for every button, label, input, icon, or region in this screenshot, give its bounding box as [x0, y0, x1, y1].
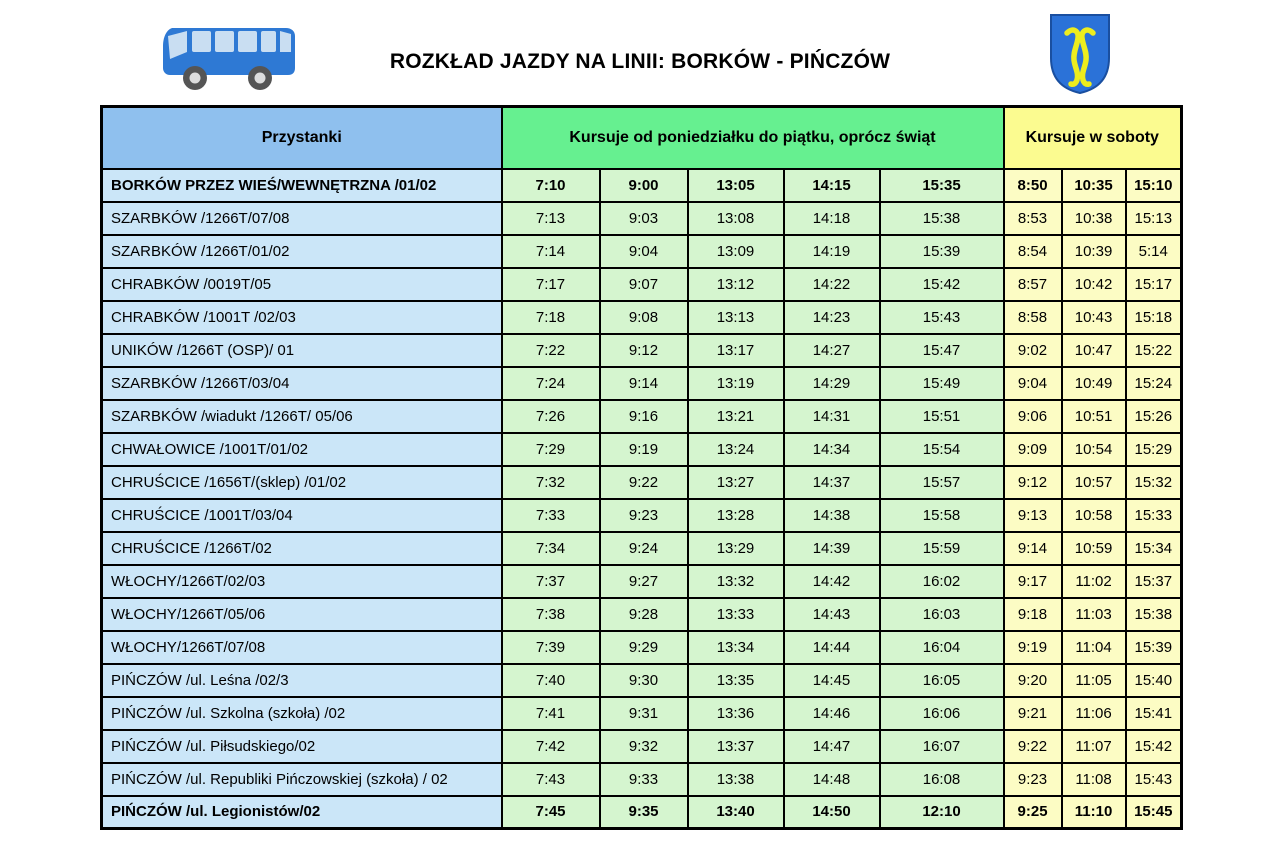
weekday-time-cell: 13:12 — [688, 268, 784, 301]
weekday-time-cell: 14:45 — [784, 664, 880, 697]
saturday-time-cell: 10:39 — [1062, 235, 1126, 268]
saturday-time-cell: 10:54 — [1062, 433, 1126, 466]
weekday-time-cell: 7:37 — [502, 565, 600, 598]
weekday-time-cell: 15:39 — [880, 235, 1004, 268]
weekday-time-cell: 13:38 — [688, 763, 784, 796]
weekday-time-cell: 13:36 — [688, 697, 784, 730]
weekday-time-cell: 14:48 — [784, 763, 880, 796]
saturday-time-cell: 11:06 — [1062, 697, 1126, 730]
stop-name-cell: PIŃCZÓW /ul. Legionistów/02 — [102, 796, 502, 829]
saturday-time-cell: 10:47 — [1062, 334, 1126, 367]
stop-name-cell: BORKÓW PRZEZ WIEŚ/WEWNĘTRZNA /01/02 — [102, 169, 502, 202]
table-row — [102, 796, 1182, 829]
weekday-time-cell: 13:09 — [688, 235, 784, 268]
table-row — [102, 367, 1182, 400]
weekday-time-cell: 15:49 — [880, 367, 1004, 400]
timetable — [100, 105, 1183, 830]
saturday-time-cell: 9:09 — [1004, 433, 1062, 466]
weekday-time-cell: 7:13 — [502, 202, 600, 235]
weekday-time-cell: 7:18 — [502, 301, 600, 334]
saturday-time-cell: 10:57 — [1062, 466, 1126, 499]
weekday-time-cell: 7:29 — [502, 433, 600, 466]
weekday-time-cell: 15:47 — [880, 334, 1004, 367]
saturday-time-cell: 11:02 — [1062, 565, 1126, 598]
weekday-time-cell: 13:34 — [688, 631, 784, 664]
weekday-time-cell: 7:34 — [502, 532, 600, 565]
saturday-time-cell: 9:04 — [1004, 367, 1062, 400]
table-row — [102, 598, 1182, 631]
saturday-time-cell: 15:38 — [1126, 598, 1182, 631]
saturday-time-cell: 10:49 — [1062, 367, 1126, 400]
stop-name-cell: CHRABKÓW /0019T/05 — [102, 268, 502, 301]
saturday-time-cell: 15:26 — [1126, 400, 1182, 433]
stop-name-cell: SZARBKÓW /1266T/01/02 — [102, 235, 502, 268]
weekday-time-cell: 7:26 — [502, 400, 600, 433]
weekday-time-cell: 13:35 — [688, 664, 784, 697]
saturday-time-cell: 15:17 — [1126, 268, 1182, 301]
weekday-time-cell: 9:31 — [600, 697, 688, 730]
stop-name-cell: UNIKÓW /1266T (OSP)/ 01 — [102, 334, 502, 367]
saturday-time-cell: 15:32 — [1126, 466, 1182, 499]
saturday-time-cell: 9:23 — [1004, 763, 1062, 796]
saturday-time-cell: 9:06 — [1004, 400, 1062, 433]
saturday-time-cell: 11:04 — [1062, 631, 1126, 664]
weekday-time-cell: 15:58 — [880, 499, 1004, 532]
weekday-time-cell: 9:23 — [600, 499, 688, 532]
weekday-time-cell: 15:59 — [880, 532, 1004, 565]
saturday-time-cell: 11:07 — [1062, 730, 1126, 763]
weekday-time-cell: 7:42 — [502, 730, 600, 763]
stop-name-cell: PIŃCZÓW /ul. Republiki Pińczowskiej (szkoła) / 02 — [102, 763, 502, 796]
saturday-time-cell: 15:24 — [1126, 367, 1182, 400]
weekday-time-cell: 14:23 — [784, 301, 880, 334]
saturday-time-cell: 15:10 — [1126, 169, 1182, 202]
saturday-time-cell: 15:34 — [1126, 532, 1182, 565]
saturday-time-cell: 10:38 — [1062, 202, 1126, 235]
pinczow-coat-of-arms-icon — [1048, 12, 1112, 96]
stop-name-cell: CHRUŚCICE /1001T/03/04 — [102, 499, 502, 532]
weekday-time-cell: 7:41 — [502, 697, 600, 730]
saturday-time-cell: 10:43 — [1062, 301, 1126, 334]
weekday-time-cell: 13:05 — [688, 169, 784, 202]
weekday-time-cell: 9:22 — [600, 466, 688, 499]
weekday-time-cell: 12:10 — [880, 796, 1004, 829]
weekday-time-cell: 14:37 — [784, 466, 880, 499]
table-row — [102, 334, 1182, 367]
weekday-time-cell: 16:08 — [880, 763, 1004, 796]
saturday-time-cell: 11:05 — [1062, 664, 1126, 697]
stop-name-cell: PIŃCZÓW /ul. Leśna /02/3 — [102, 664, 502, 697]
saturday-time-cell: 10:51 — [1062, 400, 1126, 433]
stop-name-cell: PIŃCZÓW /ul. Piłsudskiego/02 — [102, 730, 502, 763]
stop-name-cell: SZARBKÓW /wiadukt /1266T/ 05/06 — [102, 400, 502, 433]
weekday-time-cell: 7:10 — [502, 169, 600, 202]
weekday-time-cell: 13:17 — [688, 334, 784, 367]
table-row — [102, 730, 1182, 763]
saturday-time-cell: 9:12 — [1004, 466, 1062, 499]
weekday-time-cell: 7:45 — [502, 796, 600, 829]
weekday-time-cell: 14:22 — [784, 268, 880, 301]
table-row — [102, 433, 1182, 466]
weekday-time-cell: 13:33 — [688, 598, 784, 631]
weekday-time-cell: 9:19 — [600, 433, 688, 466]
table-row — [102, 763, 1182, 796]
weekday-time-cell: 13:24 — [688, 433, 784, 466]
table-row — [102, 235, 1182, 268]
weekday-time-cell: 7:17 — [502, 268, 600, 301]
saturday-time-cell: 10:59 — [1062, 532, 1126, 565]
weekday-time-cell: 9:30 — [600, 664, 688, 697]
saturday-time-cell: 15:40 — [1126, 664, 1182, 697]
stop-name-cell: WŁOCHY/1266T/05/06 — [102, 598, 502, 631]
saturday-time-cell: 11:08 — [1062, 763, 1126, 796]
weekday-time-cell: 14:27 — [784, 334, 880, 367]
weekday-time-cell: 13:08 — [688, 202, 784, 235]
stop-name-cell: CHRABKÓW /1001T /02/03 — [102, 301, 502, 334]
stop-name-cell: CHRUŚCICE /1266T/02 — [102, 532, 502, 565]
weekday-time-cell: 9:08 — [600, 301, 688, 334]
saturday-time-cell: 15:37 — [1126, 565, 1182, 598]
weekday-time-cell: 13:19 — [688, 367, 784, 400]
weekday-time-cell: 14:18 — [784, 202, 880, 235]
weekday-time-cell: 7:38 — [502, 598, 600, 631]
weekday-time-cell: 9:24 — [600, 532, 688, 565]
saturday-time-cell: 9:22 — [1004, 730, 1062, 763]
saturday-time-cell: 8:50 — [1004, 169, 1062, 202]
weekday-time-cell: 13:13 — [688, 301, 784, 334]
table-row — [102, 466, 1182, 499]
saturday-time-cell: 9:13 — [1004, 499, 1062, 532]
weekday-time-cell: 14:19 — [784, 235, 880, 268]
page-title: ROZKŁAD JAZDY NA LINII: BORKÓW - PIŃCZÓW — [389, 50, 891, 73]
weekday-time-cell: 13:21 — [688, 400, 784, 433]
saturday-time-cell: 9:19 — [1004, 631, 1062, 664]
weekday-time-cell: 14:46 — [784, 697, 880, 730]
weekday-time-cell: 14:29 — [784, 367, 880, 400]
weekday-time-cell: 16:04 — [880, 631, 1004, 664]
weekday-time-cell: 14:34 — [784, 433, 880, 466]
weekday-time-cell: 16:06 — [880, 697, 1004, 730]
weekday-time-cell: 9:00 — [600, 169, 688, 202]
weekday-time-cell: 13:32 — [688, 565, 784, 598]
saturday-time-cell: 9:02 — [1004, 334, 1062, 367]
saturday-time-cell: 9:20 — [1004, 664, 1062, 697]
weekday-time-cell: 15:57 — [880, 466, 1004, 499]
saturday-time-cell: 8:54 — [1004, 235, 1062, 268]
stop-name-cell: CHWAŁOWICE /1001T/01/02 — [102, 433, 502, 466]
saturday-time-cell: 15:39 — [1126, 631, 1182, 664]
weekday-time-cell: 14:47 — [784, 730, 880, 763]
table-row — [102, 202, 1182, 235]
weekday-time-cell: 15:51 — [880, 400, 1004, 433]
weekday-time-cell: 14:38 — [784, 499, 880, 532]
weekday-time-cell: 14:50 — [784, 796, 880, 829]
saturday-time-cell: 15:42 — [1126, 730, 1182, 763]
table-row — [102, 565, 1182, 598]
stop-name-cell: WŁOCHY/1266T/02/03 — [102, 565, 502, 598]
saturday-time-cell: 15:33 — [1126, 499, 1182, 532]
weekday-time-cell: 7:24 — [502, 367, 600, 400]
weekday-time-cell: 13:29 — [688, 532, 784, 565]
table-row — [102, 631, 1182, 664]
table-row — [102, 268, 1182, 301]
weekday-time-cell: 9:27 — [600, 565, 688, 598]
header-weekdays: Kursuje od poniedziałku do piątku, oprócz świąt — [502, 107, 1004, 169]
weekday-time-cell: 7:14 — [502, 235, 600, 268]
table-row — [102, 697, 1182, 730]
saturday-time-cell: 9:25 — [1004, 796, 1062, 829]
weekday-time-cell: 9:33 — [600, 763, 688, 796]
weekday-time-cell: 7:33 — [502, 499, 600, 532]
stop-name-cell: SZARBKÓW /1266T/07/08 — [102, 202, 502, 235]
weekday-time-cell: 14:42 — [784, 565, 880, 598]
weekday-time-cell: 9:35 — [600, 796, 688, 829]
weekday-time-cell: 7:32 — [502, 466, 600, 499]
stop-name-cell: CHRUŚCICE /1656T/(sklep) /01/02 — [102, 466, 502, 499]
saturday-time-cell: 15:41 — [1126, 697, 1182, 730]
weekday-time-cell: 14:15 — [784, 169, 880, 202]
saturday-time-cell: 8:53 — [1004, 202, 1062, 235]
weekday-time-cell: 13:40 — [688, 796, 784, 829]
weekday-time-cell: 15:54 — [880, 433, 1004, 466]
weekday-time-cell: 9:14 — [600, 367, 688, 400]
weekday-time-cell: 9:32 — [600, 730, 688, 763]
stop-name-cell: PIŃCZÓW /ul. Szkolna (szkoła) /02 — [102, 697, 502, 730]
table-row — [102, 169, 1182, 202]
saturday-time-cell: 15:29 — [1126, 433, 1182, 466]
weekday-time-cell: 15:43 — [880, 301, 1004, 334]
saturday-time-cell: 9:18 — [1004, 598, 1062, 631]
weekday-time-cell: 15:35 — [880, 169, 1004, 202]
page-header — [0, 0, 1280, 105]
weekday-time-cell: 15:38 — [880, 202, 1004, 235]
weekday-time-cell: 16:05 — [880, 664, 1004, 697]
weekday-time-cell: 15:42 — [880, 268, 1004, 301]
weekday-time-cell: 7:40 — [502, 664, 600, 697]
timetable-body — [102, 169, 1182, 829]
saturday-time-cell: 9:14 — [1004, 532, 1062, 565]
saturday-time-cell: 9:17 — [1004, 565, 1062, 598]
header-stops: Przystanki — [102, 107, 502, 169]
table-row — [102, 301, 1182, 334]
weekday-time-cell: 14:43 — [784, 598, 880, 631]
weekday-time-cell: 7:39 — [502, 631, 600, 664]
saturday-time-cell: 8:58 — [1004, 301, 1062, 334]
stop-name-cell: SZARBKÓW /1266T/03/04 — [102, 367, 502, 400]
saturday-time-cell: 15:18 — [1126, 301, 1182, 334]
weekday-time-cell: 9:12 — [600, 334, 688, 367]
saturday-time-cell: 10:35 — [1062, 169, 1126, 202]
header-row — [102, 107, 1182, 169]
saturday-time-cell: 5:14 — [1126, 235, 1182, 268]
header-saturdays: Kursuje w soboty — [1004, 107, 1182, 169]
weekday-time-cell: 9:29 — [600, 631, 688, 664]
saturday-time-cell: 15:45 — [1126, 796, 1182, 829]
saturday-time-cell: 8:57 — [1004, 268, 1062, 301]
table-row — [102, 664, 1182, 697]
stop-name-cell: WŁOCHY/1266T/07/08 — [102, 631, 502, 664]
weekday-time-cell: 9:07 — [600, 268, 688, 301]
table-row — [102, 532, 1182, 565]
table-row — [102, 499, 1182, 532]
weekday-time-cell: 16:03 — [880, 598, 1004, 631]
weekday-time-cell: 13:37 — [688, 730, 784, 763]
saturday-time-cell: 9:21 — [1004, 697, 1062, 730]
saturday-time-cell: 10:58 — [1062, 499, 1126, 532]
weekday-time-cell: 9:28 — [600, 598, 688, 631]
weekday-time-cell: 9:03 — [600, 202, 688, 235]
table-row — [102, 400, 1182, 433]
weekday-time-cell: 14:44 — [784, 631, 880, 664]
weekday-time-cell: 7:22 — [502, 334, 600, 367]
weekday-time-cell: 14:39 — [784, 532, 880, 565]
weekday-time-cell: 9:16 — [600, 400, 688, 433]
weekday-time-cell: 16:07 — [880, 730, 1004, 763]
weekday-time-cell: 13:28 — [688, 499, 784, 532]
weekday-time-cell: 7:43 — [502, 763, 600, 796]
saturday-time-cell: 15:22 — [1126, 334, 1182, 367]
saturday-time-cell: 11:03 — [1062, 598, 1126, 631]
weekday-time-cell: 9:04 — [600, 235, 688, 268]
saturday-time-cell: 15:13 — [1126, 202, 1182, 235]
saturday-time-cell: 10:42 — [1062, 268, 1126, 301]
saturday-time-cell: 11:10 — [1062, 796, 1126, 829]
weekday-time-cell: 14:31 — [784, 400, 880, 433]
saturday-time-cell: 15:43 — [1126, 763, 1182, 796]
weekday-time-cell: 13:27 — [688, 466, 784, 499]
weekday-time-cell: 16:02 — [880, 565, 1004, 598]
